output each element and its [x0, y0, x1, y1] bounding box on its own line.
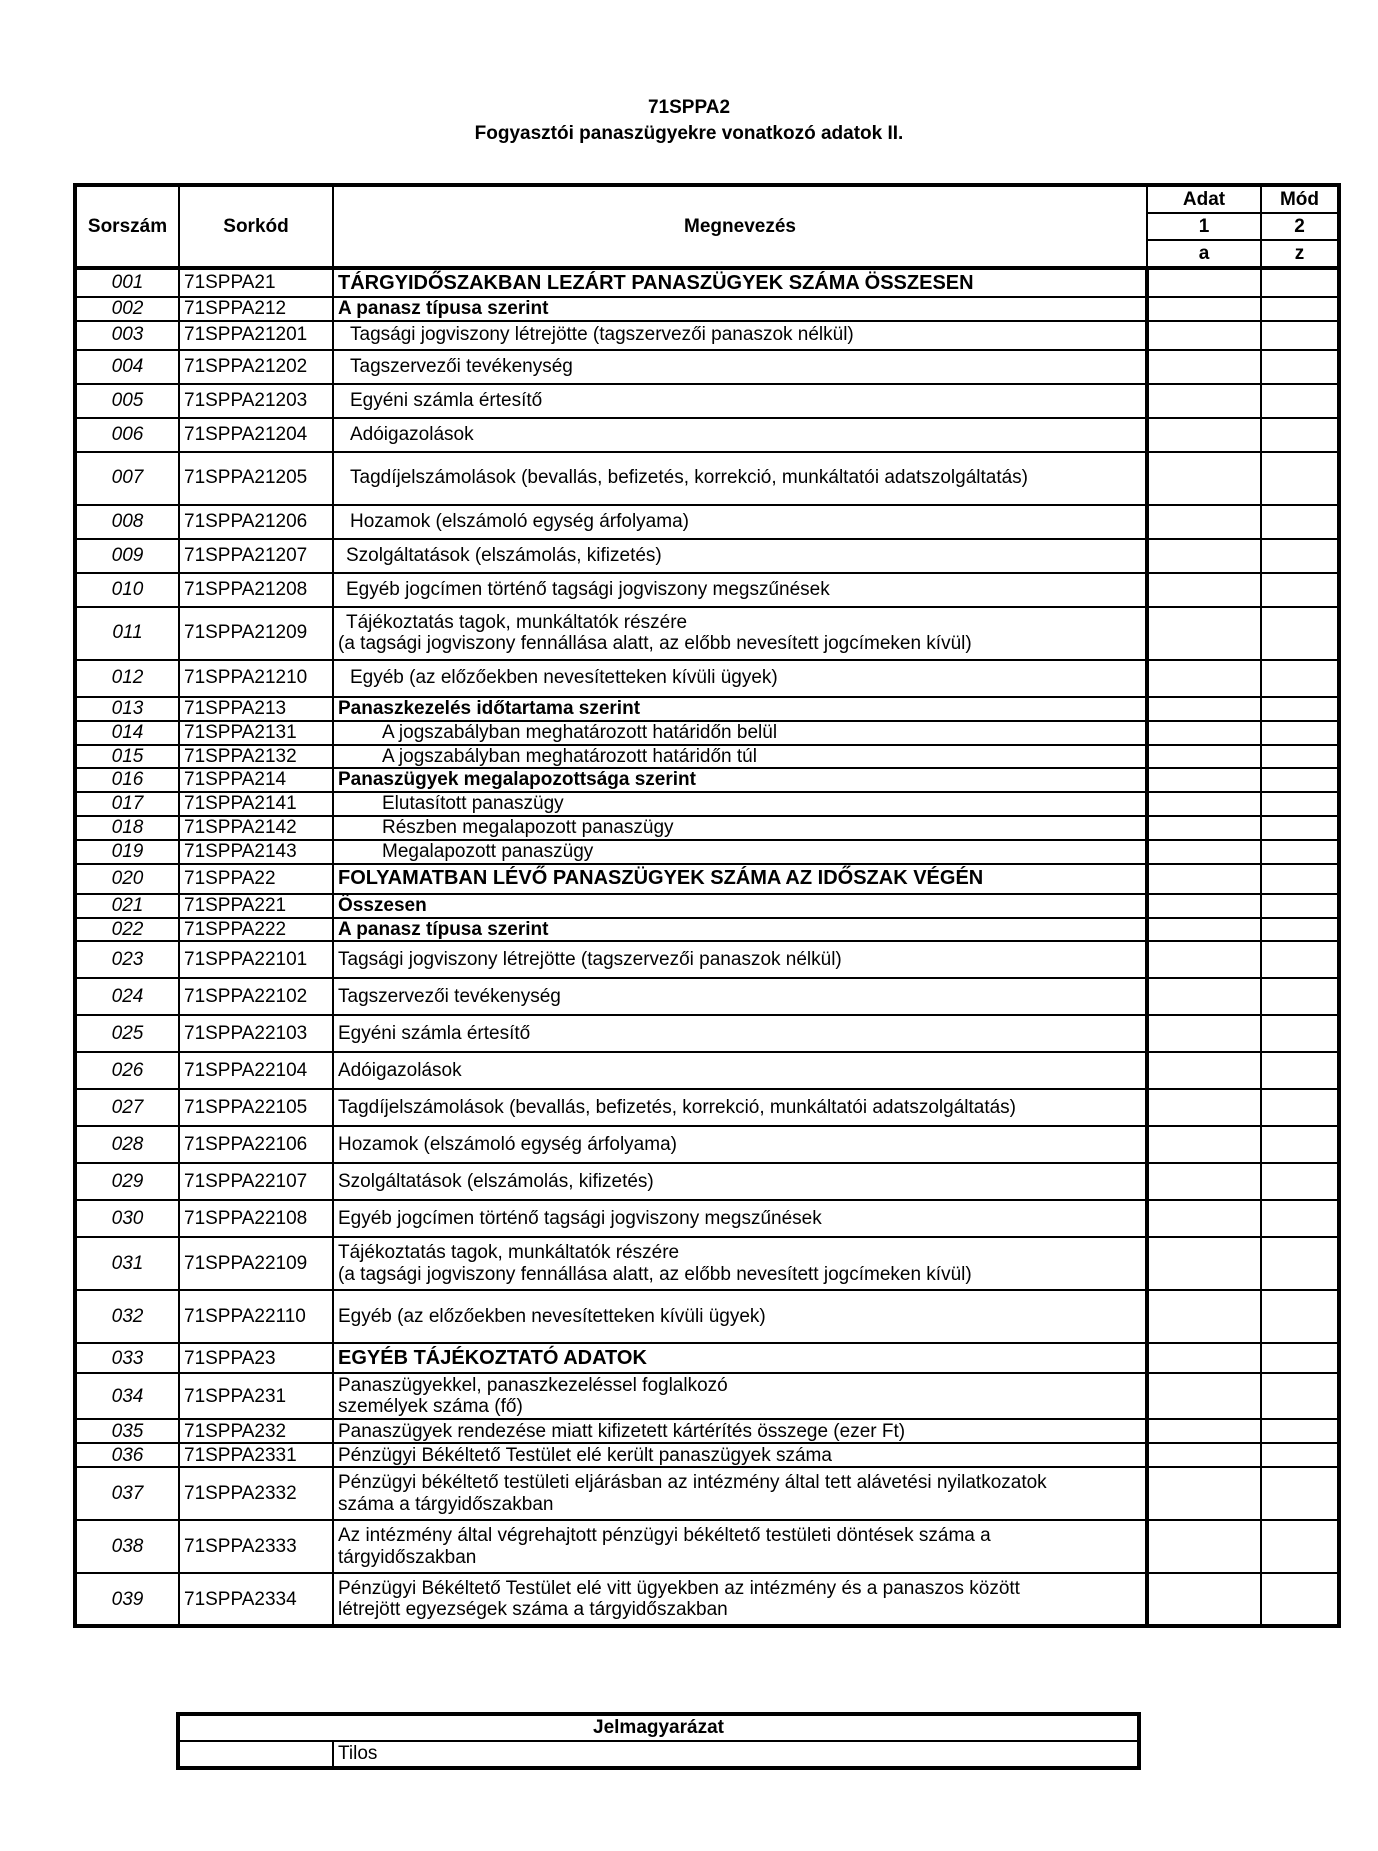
table-row — [75, 745, 1339, 769]
row-mod-cell[interactable] — [1261, 1089, 1339, 1126]
row-megnevezes — [333, 978, 1147, 1015]
row-adat-cell[interactable] — [1147, 918, 1261, 942]
row-adat-cell[interactable] — [1147, 452, 1261, 505]
row-sorszam: 008 — [75, 505, 179, 539]
row-sorkod: 71SPPA22101 — [179, 941, 333, 978]
row-megnevezes — [333, 1343, 1147, 1373]
row-megnevezes — [333, 745, 1147, 769]
row-sorszam: 028 — [75, 1126, 179, 1163]
row-sorszam: 005 — [75, 384, 179, 418]
row-adat-cell[interactable] — [1147, 297, 1261, 321]
row-megnevezes — [333, 350, 1147, 384]
table-row — [75, 864, 1339, 894]
row-label-line: TÁRGYIDŐSZAKBAN LEZÁRT PANASZÜGYEK SZÁMA ÖSSZESEN — [338, 271, 974, 294]
row-megnevezes — [333, 660, 1147, 697]
row-megnevezes — [333, 384, 1147, 418]
row-mod-cell[interactable] — [1261, 321, 1339, 350]
row-adat-cell[interactable] — [1147, 1052, 1261, 1089]
row-label-line: Tagsági jogviszony létrejötte (tagszervezői panaszok nélkül) — [338, 949, 842, 971]
row-mod-cell[interactable] — [1261, 792, 1339, 816]
row-mod-cell[interactable] — [1261, 1126, 1339, 1163]
row-mod-cell[interactable] — [1261, 864, 1339, 894]
table-row — [75, 918, 1339, 942]
row-mod-cell[interactable] — [1261, 1052, 1339, 1089]
table-row — [75, 1467, 1339, 1520]
table-row — [75, 452, 1339, 505]
row-adat-cell[interactable] — [1147, 1200, 1261, 1237]
table-row — [75, 1343, 1339, 1373]
table-row — [75, 697, 1339, 721]
row-megnevezes — [333, 418, 1147, 452]
row-label-line: Egyéb (az előzőekben nevesítetteken kívüli ügyek) — [338, 1306, 766, 1328]
row-adat-cell[interactable] — [1147, 1237, 1261, 1290]
row-sorszam: 027 — [75, 1089, 179, 1126]
row-adat-cell[interactable] — [1147, 745, 1261, 769]
row-sorkod: 71SPPA21207 — [179, 539, 333, 573]
row-label-line: Pénzügyi Békéltető Testület elé került panaszügyek száma — [338, 1444, 832, 1466]
form-code: 71SPPA2 — [647, 97, 731, 118]
table-row — [75, 721, 1339, 745]
row-megnevezes — [333, 297, 1147, 321]
row-mod-cell[interactable] — [1261, 1443, 1339, 1467]
row-sorkod: 71SPPA2143 — [179, 840, 333, 864]
row-label-line: Adóigazolások — [338, 1060, 462, 1082]
row-adat-cell[interactable] — [1147, 816, 1261, 840]
row-label-line: Pénzügyi békéltető testületi eljárásban az intézmény által tett alávetési nyilatkozatok — [338, 1472, 1047, 1494]
row-adat-cell[interactable] — [1147, 894, 1261, 918]
row-mod-cell[interactable] — [1261, 745, 1339, 769]
row-megnevezes — [333, 721, 1147, 745]
row-sorkod: 71SPPA22102 — [179, 978, 333, 1015]
header-adat: Adat — [1147, 185, 1261, 213]
row-sorszam: 019 — [75, 840, 179, 864]
row-sorkod: 71SPPA231 — [179, 1373, 333, 1419]
row-label-line-2: (a tagsági jogviszony fennállása alatt, az előbb nevesített jogcímeken kívül) — [338, 633, 972, 655]
row-sorszam: 031 — [75, 1237, 179, 1290]
table-row — [75, 1520, 1339, 1573]
row-sorszam: 036 — [75, 1443, 179, 1467]
table-row — [75, 321, 1339, 350]
table-row — [75, 539, 1339, 573]
row-mod-cell[interactable] — [1261, 539, 1339, 573]
row-label-line: Tagdíjelszámolások (bevallás, befizetés, korrekció, munkáltatói adatszolgáltatás) — [350, 467, 1028, 489]
row-label-line-2: személyek száma (fő) — [338, 1396, 523, 1418]
row-sorszam: 035 — [75, 1419, 179, 1443]
row-adat-cell[interactable] — [1147, 607, 1261, 660]
table-row — [75, 1237, 1339, 1290]
data-table — [73, 183, 1341, 1628]
row-megnevezes — [333, 1573, 1147, 1626]
row-sorkod: 71SPPA22103 — [179, 1015, 333, 1052]
row-label-line: Egyéb (az előzőekben nevesítetteken kívüli ügyek) — [350, 667, 778, 689]
row-sorkod: 71SPPA2131 — [179, 721, 333, 745]
row-label-line: Szolgáltatások (elszámolás, kifizetés) — [346, 544, 662, 566]
row-sorszam: 017 — [75, 792, 179, 816]
row-megnevezes — [333, 452, 1147, 505]
row-megnevezes — [333, 1373, 1147, 1419]
row-megnevezes — [333, 268, 1147, 297]
row-label-line: Tájékoztatás tagok, munkáltatók részére — [338, 1242, 680, 1264]
row-adat-cell[interactable] — [1147, 1343, 1261, 1373]
row-adat-cell[interactable] — [1147, 1419, 1261, 1443]
row-label-line: Tagsági jogviszony létrejötte (tagszervezői panaszok nélkül) — [350, 324, 854, 346]
table-row — [75, 268, 1339, 297]
row-megnevezes — [333, 573, 1147, 607]
table-row — [75, 418, 1339, 452]
row-adat-cell[interactable] — [1147, 539, 1261, 573]
row-adat-cell[interactable] — [1147, 418, 1261, 452]
row-megnevezes — [333, 1163, 1147, 1200]
row-megnevezes — [333, 1467, 1147, 1520]
row-sorkod: 71SPPA22105 — [179, 1089, 333, 1126]
row-megnevezes — [333, 1419, 1147, 1443]
row-label-line: Összesen — [338, 894, 427, 916]
row-label-line: A jogszabályban meghatározott határidőn túl — [382, 745, 757, 767]
row-sorszam: 034 — [75, 1373, 179, 1419]
table-row — [75, 816, 1339, 840]
row-adat-cell[interactable] — [1147, 1373, 1261, 1419]
row-sorkod: 71SPPA22110 — [179, 1290, 333, 1343]
row-label-line-2: létrejött egyezségek száma a tárgyidőszakban — [338, 1599, 728, 1621]
row-label-line: Egyéb jogcímen történő tagsági jogviszony megszűnések — [346, 578, 830, 600]
row-label-line: Egyéni számla értesítő — [350, 389, 543, 411]
row-sorszam: 011 — [75, 607, 179, 660]
row-megnevezes — [333, 539, 1147, 573]
row-sorszam: 022 — [75, 918, 179, 942]
legend-table — [176, 1712, 1141, 1770]
row-sorkod: 71SPPA22109 — [179, 1237, 333, 1290]
row-sorkod: 71SPPA2331 — [179, 1443, 333, 1467]
row-mod-cell[interactable] — [1261, 1573, 1339, 1626]
table-row — [75, 384, 1339, 418]
row-megnevezes — [333, 1200, 1147, 1237]
table-row — [75, 840, 1339, 864]
row-adat-cell[interactable] — [1147, 1290, 1261, 1343]
row-sorkod: 71SPPA2141 — [179, 792, 333, 816]
row-adat-cell[interactable] — [1147, 1467, 1261, 1520]
row-sorkod: 71SPPA221 — [179, 894, 333, 918]
row-megnevezes — [333, 840, 1147, 864]
row-megnevezes — [333, 1126, 1147, 1163]
table-row — [75, 1573, 1339, 1626]
table-row — [75, 1089, 1339, 1126]
row-label-line-2: tárgyidőszakban — [338, 1546, 477, 1568]
row-label-line: Egyéni számla értesítő — [338, 1023, 531, 1045]
table-row — [75, 978, 1339, 1015]
row-label-line: A panasz típusa szerint — [338, 918, 549, 940]
row-sorkod: 71SPPA21206 — [179, 505, 333, 539]
table-row — [75, 607, 1339, 660]
row-sorszam: 007 — [75, 452, 179, 505]
row-label-line: Elutasított panaszügy — [382, 793, 564, 815]
row-label-line: A panasz típusa szerint — [338, 298, 549, 319]
row-mod-cell[interactable] — [1261, 1467, 1339, 1520]
row-sorszam: 039 — [75, 1573, 179, 1626]
row-mod-cell[interactable] — [1261, 1200, 1339, 1237]
row-label-line: Megalapozott panaszügy — [382, 840, 594, 862]
row-sorkod: 71SPPA222 — [179, 918, 333, 942]
row-sorkod: 71SPPA22106 — [179, 1126, 333, 1163]
row-megnevezes — [333, 1290, 1147, 1343]
row-megnevezes — [333, 697, 1147, 721]
row-label-line: Panaszügyekkel, panaszkezeléssel foglalkozó — [338, 1374, 728, 1396]
row-sorszam: 009 — [75, 539, 179, 573]
row-mod-cell[interactable] — [1261, 941, 1339, 978]
row-sorszam: 023 — [75, 941, 179, 978]
legend-swatch — [178, 1741, 333, 1768]
row-adat-cell[interactable] — [1147, 384, 1261, 418]
row-label-line: Panaszügyek rendezése miatt kifizetett kártérítés összege (ezer Ft) — [338, 1420, 906, 1442]
row-sorszam: 004 — [75, 350, 179, 384]
row-sorszam: 024 — [75, 978, 179, 1015]
header-megnevezes: Megnevezés — [333, 185, 1147, 268]
table-row — [75, 297, 1339, 321]
row-mod-cell[interactable] — [1261, 978, 1339, 1015]
row-adat-cell[interactable] — [1147, 1015, 1261, 1052]
row-mod-cell[interactable] — [1261, 1419, 1339, 1443]
row-sorkod: 71SPPA21201 — [179, 321, 333, 350]
row-sorszam: 003 — [75, 321, 179, 350]
row-mod-cell[interactable] — [1261, 1373, 1339, 1419]
row-label-line: Hozamok (elszámoló egység árfolyama) — [338, 1134, 677, 1156]
row-mod-cell[interactable] — [1261, 1237, 1339, 1290]
header-adat-letter: a — [1147, 240, 1261, 268]
header-sorszam: Sorszám — [75, 185, 179, 268]
row-sorszam: 002 — [75, 297, 179, 321]
row-sorkod: 71SPPA213 — [179, 697, 333, 721]
row-label-line: FOLYAMATBAN LÉVŐ PANASZÜGYEK SZÁMA AZ IDŐSZAK VÉGÉN — [338, 867, 984, 890]
table-row — [75, 505, 1339, 539]
row-megnevezes — [333, 1089, 1147, 1126]
row-megnevezes — [333, 321, 1147, 350]
row-megnevezes — [333, 792, 1147, 816]
row-megnevezes — [333, 816, 1147, 840]
table-row — [75, 573, 1339, 607]
row-label-line: Adóigazolások — [350, 423, 474, 445]
row-sorkod: 71SPPA2334 — [179, 1573, 333, 1626]
row-mod-cell[interactable] — [1261, 918, 1339, 942]
row-sorkod: 71SPPA21209 — [179, 607, 333, 660]
row-mod-cell[interactable] — [1261, 1015, 1339, 1052]
row-adat-cell[interactable] — [1147, 1520, 1261, 1573]
legend-title: Jelmagyarázat — [178, 1714, 1139, 1741]
row-sorkod: 71SPPA23 — [179, 1343, 333, 1373]
table-row — [75, 1419, 1339, 1443]
row-mod-cell[interactable] — [1261, 452, 1339, 505]
row-adat-cell[interactable] — [1147, 1089, 1261, 1126]
row-sorszam: 029 — [75, 1163, 179, 1200]
row-adat-cell[interactable] — [1147, 768, 1261, 792]
row-mod-cell[interactable] — [1261, 1163, 1339, 1200]
row-sorszam: 037 — [75, 1467, 179, 1520]
row-mod-cell[interactable] — [1261, 894, 1339, 918]
row-mod-cell[interactable] — [1261, 297, 1339, 321]
row-mod-cell[interactable] — [1261, 268, 1339, 297]
row-sorszam: 025 — [75, 1015, 179, 1052]
row-adat-cell[interactable] — [1147, 505, 1261, 539]
row-adat-cell[interactable] — [1147, 941, 1261, 978]
table-row — [75, 1290, 1339, 1343]
row-sorszam: 032 — [75, 1290, 179, 1343]
row-sorszam: 018 — [75, 816, 179, 840]
row-sorszam: 015 — [75, 745, 179, 769]
row-sorkod: 71SPPA21202 — [179, 350, 333, 384]
row-mod-cell[interactable] — [1261, 697, 1339, 721]
table-row — [75, 1163, 1339, 1200]
table-row — [75, 894, 1339, 918]
row-sorkod: 71SPPA214 — [179, 768, 333, 792]
row-label-line: A jogszabályban meghatározott határidőn belül — [382, 721, 778, 743]
row-sorszam: 012 — [75, 660, 179, 697]
row-sorszam: 014 — [75, 721, 179, 745]
row-label-line-2: száma a tárgyidőszakban — [338, 1493, 554, 1515]
row-label-line: Az intézmény által végrehajtott pénzügyi békéltető testületi döntések száma a — [338, 1525, 991, 1547]
row-adat-cell[interactable] — [1147, 321, 1261, 350]
row-sorkod: 71SPPA2132 — [179, 745, 333, 769]
table-row — [75, 941, 1339, 978]
table-row — [75, 1052, 1339, 1089]
row-label-line: Pénzügyi Békéltető Testület elé vitt ügyekben az intézmény és a panaszos között — [338, 1577, 1020, 1599]
row-mod-cell[interactable] — [1261, 607, 1339, 660]
row-megnevezes — [333, 941, 1147, 978]
row-megnevezes — [333, 1052, 1147, 1089]
row-label-line: Panaszügyek megalapozottsága szerint — [338, 769, 696, 791]
row-adat-cell[interactable] — [1147, 721, 1261, 745]
row-adat-cell[interactable] — [1147, 660, 1261, 697]
row-sorkod: 71SPPA2333 — [179, 1520, 333, 1573]
row-label-line: Részben megalapozott panaszügy — [382, 817, 674, 839]
row-sorkod: 71SPPA21204 — [179, 418, 333, 452]
row-adat-cell[interactable] — [1147, 268, 1261, 297]
header-sorkod: Sorkód — [179, 185, 333, 268]
row-megnevezes — [333, 505, 1147, 539]
row-adat-cell[interactable] — [1147, 864, 1261, 894]
row-sorkod: 71SPPA21205 — [179, 452, 333, 505]
table-row — [75, 350, 1339, 384]
table-row — [75, 1126, 1339, 1163]
row-adat-cell[interactable] — [1147, 350, 1261, 384]
row-sorszam: 026 — [75, 1052, 179, 1089]
table-row — [75, 1200, 1339, 1237]
row-sorszam: 001 — [75, 268, 179, 297]
legend-item-label: Tilos — [333, 1741, 1139, 1768]
row-adat-cell[interactable] — [1147, 1163, 1261, 1200]
table-row — [75, 1373, 1339, 1419]
header-adat-num: 1 — [1147, 213, 1261, 240]
row-adat-cell[interactable] — [1147, 1573, 1261, 1626]
row-megnevezes — [333, 1443, 1147, 1467]
row-adat-cell[interactable] — [1147, 1126, 1261, 1163]
form-title: Fogyasztói panaszügyekre vonatkozó adatok II. — [474, 123, 904, 144]
row-sorkod: 71SPPA21 — [179, 268, 333, 297]
header-mod: Mód — [1261, 185, 1339, 213]
row-sorszam: 033 — [75, 1343, 179, 1373]
row-mod-cell[interactable] — [1261, 384, 1339, 418]
row-label-line: Szolgáltatások (elszámolás, kifizetés) — [338, 1171, 654, 1193]
row-sorkod: 71SPPA21210 — [179, 660, 333, 697]
row-mod-cell[interactable] — [1261, 418, 1339, 452]
table-row — [75, 792, 1339, 816]
row-label-line: Tagszervezői tevékenység — [338, 986, 561, 1008]
row-label-line: EGYÉB TÁJÉKOZTATÓ ADATOK — [338, 1346, 647, 1369]
row-mod-cell[interactable] — [1261, 505, 1339, 539]
row-sorkod: 71SPPA22 — [179, 864, 333, 894]
row-sorkod: 71SPPA212 — [179, 297, 333, 321]
row-sorkod: 71SPPA22104 — [179, 1052, 333, 1089]
row-megnevezes — [333, 607, 1147, 660]
header-mod-num: 2 — [1261, 213, 1339, 240]
row-adat-cell[interactable] — [1147, 697, 1261, 721]
row-megnevezes — [333, 768, 1147, 792]
row-sorszam: 010 — [75, 573, 179, 607]
row-label-line: Panaszkezelés időtartama szerint — [338, 697, 641, 719]
table-row — [75, 1015, 1339, 1052]
row-adat-cell[interactable] — [1147, 840, 1261, 864]
row-label-line: Hozamok (elszámoló egység árfolyama) — [350, 510, 689, 532]
row-label-line: Tagszervezői tevékenység — [350, 355, 573, 377]
row-megnevezes — [333, 894, 1147, 918]
row-sorszam: 016 — [75, 768, 179, 792]
row-mod-cell[interactable] — [1261, 350, 1339, 384]
table-row — [75, 1443, 1339, 1467]
table-row — [75, 768, 1339, 792]
row-sorszam: 030 — [75, 1200, 179, 1237]
row-megnevezes — [333, 1237, 1147, 1290]
row-sorszam: 021 — [75, 894, 179, 918]
row-megnevezes — [333, 864, 1147, 894]
row-adat-cell[interactable] — [1147, 1443, 1261, 1467]
row-megnevezes — [333, 1015, 1147, 1052]
row-label-line: Tájékoztatás tagok, munkáltatók részére — [346, 611, 688, 633]
row-sorszam: 013 — [75, 697, 179, 721]
header-mod-letter: z — [1261, 240, 1339, 268]
row-mod-cell[interactable] — [1261, 721, 1339, 745]
row-mod-cell[interactable] — [1261, 816, 1339, 840]
row-sorszam: 038 — [75, 1520, 179, 1573]
row-mod-cell[interactable] — [1261, 1290, 1339, 1343]
row-label-line-2: (a tagsági jogviszony fennállása alatt, az előbb nevesített jogcímeken kívül) — [338, 1263, 972, 1285]
table-row — [75, 660, 1339, 697]
row-sorszam: 006 — [75, 418, 179, 452]
row-mod-cell[interactable] — [1261, 573, 1339, 607]
row-adat-cell[interactable] — [1147, 573, 1261, 607]
row-megnevezes — [333, 918, 1147, 942]
row-sorszam: 020 — [75, 864, 179, 894]
row-sorkod: 71SPPA22108 — [179, 1200, 333, 1237]
row-mod-cell[interactable] — [1261, 660, 1339, 697]
row-sorkod: 71SPPA21208 — [179, 573, 333, 607]
row-adat-cell[interactable] — [1147, 792, 1261, 816]
row-megnevezes — [333, 1520, 1147, 1573]
row-sorkod: 71SPPA2332 — [179, 1467, 333, 1520]
row-sorkod: 71SPPA2142 — [179, 816, 333, 840]
row-mod-cell[interactable] — [1261, 1343, 1339, 1373]
row-sorkod: 71SPPA232 — [179, 1419, 333, 1443]
row-mod-cell[interactable] — [1261, 768, 1339, 792]
row-sorkod: 71SPPA21203 — [179, 384, 333, 418]
row-label-line: Egyéb jogcímen történő tagsági jogviszony megszűnések — [338, 1208, 822, 1230]
row-adat-cell[interactable] — [1147, 978, 1261, 1015]
row-mod-cell[interactable] — [1261, 1520, 1339, 1573]
row-label-line: Tagdíjelszámolások (bevallás, befizetés, korrekció, munkáltatói adatszolgáltatás) — [338, 1097, 1016, 1119]
row-sorkod: 71SPPA22107 — [179, 1163, 333, 1200]
row-mod-cell[interactable] — [1261, 840, 1339, 864]
